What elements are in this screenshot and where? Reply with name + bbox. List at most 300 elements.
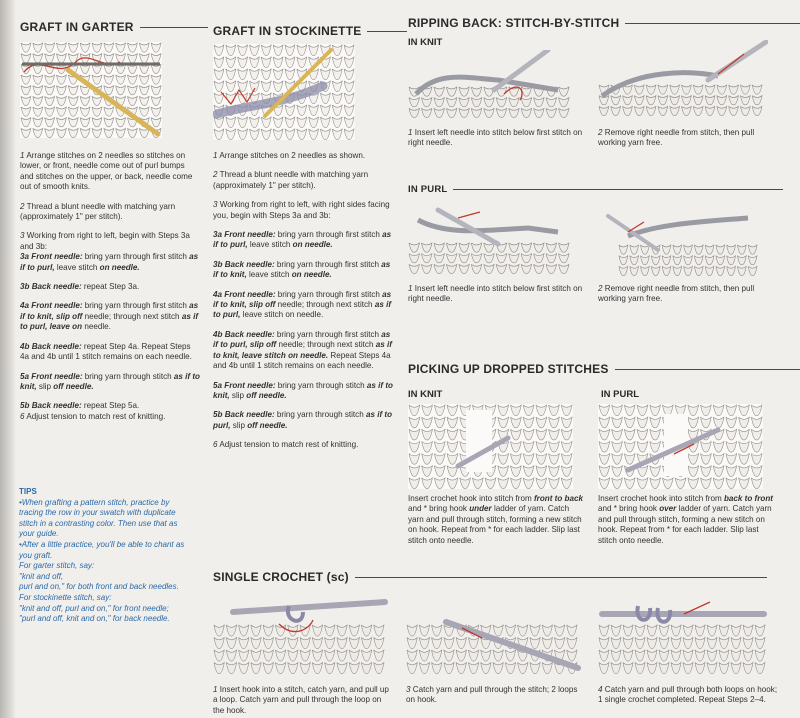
knit-stitch [755, 650, 765, 661]
knit-stitch [484, 108, 494, 117]
knit-stitch [481, 650, 491, 661]
knit-stitch [705, 96, 715, 105]
knit-stitch [707, 650, 717, 661]
knit-stitch [658, 106, 668, 115]
knit-stitch [623, 650, 633, 661]
knit-stitch [743, 650, 753, 661]
knit-stitch [459, 87, 469, 96]
knit-stitch [374, 663, 384, 674]
knit-stitch [619, 266, 628, 275]
knit-stitch [684, 266, 693, 275]
knit-stitch [737, 256, 746, 265]
knit-stitch [446, 254, 456, 263]
knit-stitch [619, 245, 628, 254]
knit-stitch [325, 663, 335, 674]
sc-step3-illustration [406, 604, 581, 676]
knit-stitch [459, 264, 469, 273]
knit-stitch [337, 650, 347, 661]
knit-stitch [695, 625, 705, 636]
knit-stitch [670, 106, 680, 115]
knit-stitch [684, 256, 693, 265]
knit-stitch [567, 650, 577, 661]
knit-stitch [755, 663, 765, 674]
ripping-purl-step2-text: 2 Remove right needle from stitch, then pull working yarn free. [598, 284, 755, 304]
knit-stitch [419, 650, 429, 661]
knit-stitch [693, 96, 703, 105]
knit-stitch [647, 638, 657, 649]
knit-stitch [623, 625, 633, 636]
knit-stitch [446, 87, 456, 96]
knit-stitch [446, 243, 456, 252]
knit-stitch [634, 106, 644, 115]
knit-stitch [619, 256, 628, 265]
knit-stitch [421, 264, 431, 273]
knit-stitch [361, 663, 371, 674]
knit-stitch [407, 625, 417, 636]
dropped-knit-text: Insert crochet hook into stitch from front to back and * bring hook under ladder of yarn. Catch yarn and pull through stitch, forming a new stitch on hook. Repeat from * for each ladder. Slip last stitch onto needle. [408, 494, 583, 545]
knit-stitch [263, 625, 273, 636]
knit-stitch [599, 625, 609, 636]
knit-stitch [518, 663, 528, 674]
sc-step4-illustration [598, 594, 768, 676]
knit-stitch [694, 245, 703, 254]
knit-stitch [693, 106, 703, 115]
ripping-knit-step1-text: 1 Insert left needle into stitch below first stitch on right needle. [408, 128, 583, 148]
sc-step1-text: 1 Insert hook into a stitch, catch yarn, and pull up a loop. Catch yarn and pull through the loop on the hook. [213, 685, 389, 715]
knit-stitch [496, 108, 506, 117]
knit-stitch [226, 663, 236, 674]
knit-stitch [432, 625, 442, 636]
knit-stitch [521, 254, 531, 263]
knit-stitch [530, 638, 540, 649]
knit-stitch [693, 85, 703, 94]
knit-stitch [251, 638, 261, 649]
knit-stitch [641, 256, 650, 265]
knit-stitch [446, 264, 456, 273]
knit-stitch [407, 650, 417, 661]
knit-stitch [567, 638, 577, 649]
knit-stitch [374, 638, 384, 649]
knit-stitch [251, 650, 261, 661]
knit-stitch [671, 663, 681, 674]
knit-stitch [731, 663, 741, 674]
knit-stitch [743, 625, 753, 636]
knit-stitch [641, 266, 650, 275]
knit-stitch [509, 98, 519, 107]
knit-stitch [374, 650, 384, 661]
knit-stitch [729, 96, 739, 105]
knit-stitch [275, 663, 285, 674]
knit-stitch [521, 98, 531, 107]
knit-stitch [559, 108, 569, 117]
knit-stitch [456, 663, 466, 674]
knit-stitch [409, 108, 419, 117]
knit-stitch [300, 663, 310, 674]
knit-stitch [432, 663, 442, 674]
knit-stitch [737, 266, 746, 275]
knit-stitch [349, 663, 359, 674]
tips-box: TIPS •When grafting a pattern stitch, practice by tracing the row in your swatch with duplicate stitch in a contrasting color. Then use that as your guide. •After a little practice, you'll be able to chant as you graft. For garter stitch, say: "knit and off, purl and on," for both front and back needles. For stockinette stitch, say: "knit and off, purl and on," for front needle; "purl and off, knit and on," for back needle. [19, 487, 194, 625]
knit-stitch [471, 108, 481, 117]
knit-stitch [432, 638, 442, 649]
knit-stitch [694, 266, 703, 275]
knit-stitch [239, 625, 249, 636]
knit-stitch [493, 625, 503, 636]
knit-stitch [509, 264, 519, 273]
knit-stitch [731, 625, 741, 636]
ripping-purl-step2-illustration [598, 206, 763, 278]
knit-stitch [567, 625, 577, 636]
knit-stitch [695, 638, 705, 649]
knit-stitch [444, 663, 454, 674]
knit-stitch [671, 638, 681, 649]
knit-stitch [755, 638, 765, 649]
knit-stitch [505, 663, 515, 674]
knit-stitch [731, 650, 741, 661]
knit-stitch [659, 625, 669, 636]
knit-stitch [727, 256, 736, 265]
knit-stitch [752, 85, 762, 94]
knit-stitch [542, 663, 552, 674]
knit-stitch [496, 264, 506, 273]
knit-stitch [481, 663, 491, 674]
knit-stitch [634, 85, 644, 94]
knit-stitch [659, 638, 669, 649]
knit-stitch [239, 650, 249, 661]
knit-stitch [559, 243, 569, 252]
knit-stitch [546, 264, 556, 273]
knit-stitch [434, 243, 444, 252]
knit-stitch [748, 245, 757, 254]
knit-stitch [717, 85, 727, 94]
knit-stitch [434, 264, 444, 273]
knit-stitch [226, 625, 236, 636]
knit-stitch [554, 625, 564, 636]
knit-stitch [496, 254, 506, 263]
knit-stitch [407, 663, 417, 674]
knit-stitch [599, 638, 609, 649]
knit-stitch [729, 85, 739, 94]
knit-stitch [432, 650, 442, 661]
knit-stitch [542, 638, 552, 649]
knit-stitch [716, 256, 725, 265]
red-arrow [718, 54, 744, 74]
knit-stitch [421, 254, 431, 263]
knit-stitch [671, 650, 681, 661]
knit-stitch [623, 638, 633, 649]
knit-stitch [623, 96, 633, 105]
sc-step4-text: 4 Catch yarn and pull through both loops on hook; 1 single crochet completed. Repeat Steps 2–4. [598, 685, 778, 705]
knit-stitch [599, 106, 609, 115]
knit-stitch [409, 98, 419, 107]
knit-stitch [717, 96, 727, 105]
knit-stitch [325, 650, 335, 661]
knit-stitch [374, 625, 384, 636]
knit-stitch [611, 638, 621, 649]
knit-stitch [214, 663, 224, 674]
knit-stitch [743, 638, 753, 649]
knit-stitch [530, 625, 540, 636]
knit-stitch [263, 650, 273, 661]
ripping-purl-step1-illustration [408, 200, 573, 276]
knit-stitch [546, 254, 556, 263]
knit-stitch [659, 663, 669, 674]
knit-stitch [263, 638, 273, 649]
knit-stitch [611, 663, 621, 674]
single-crochet-title: SINGLE CROCHET (sc) [213, 570, 767, 584]
knit-stitch [611, 625, 621, 636]
knit-stitch [599, 663, 609, 674]
knit-stitch [300, 650, 310, 661]
knit-stitch [226, 638, 236, 649]
knit-stitch [518, 625, 528, 636]
knit-stitch [658, 96, 668, 105]
knit-stitch [434, 87, 444, 96]
dropped-knit-illustration [408, 404, 573, 489]
knit-stitch [740, 96, 750, 105]
knit-stitch [251, 625, 261, 636]
knit-stitch [630, 245, 639, 254]
knit-stitch [731, 638, 741, 649]
knit-stitch [239, 638, 249, 649]
knit-stitch [300, 638, 310, 649]
ripping-back-title: RIPPING BACK: STITCH-BY-STITCH [408, 16, 800, 30]
knit-stitch [444, 650, 454, 661]
knit-stitch [421, 98, 431, 107]
knit-stitch [409, 254, 419, 263]
knit-stitch [349, 650, 359, 661]
knit-stitch [748, 266, 757, 275]
knit-stitch [673, 245, 682, 254]
knit-stitch [409, 264, 419, 273]
knit-stitch [646, 85, 656, 94]
knit-stitch [484, 254, 494, 263]
knit-stitch [361, 625, 371, 636]
knit-stitch [421, 243, 431, 252]
graft-garter-instructions: 1 Arrange stitches on 2 needles so stitches on lower, or front, needle come out of purl bumps and stitches on the upper, or back, needle come out of smooth knits. 2 Thread a blunt needle with matching yarn (approximately 1" per stitch). 3 Working from right to left, begin with Steps 3a and 3b: 3a Front needle: bring yarn through first stitch as if to purl, leave stitch on needle. 3b Back needle: repeat Step 3a. 4a Front needle: bring yarn through first stitch as if to knit, slip off needle; through next stitch as if to purl, leave on needle. 4b Back needle: repeat Step 4a. Repeat Steps 4a and 4b until 1 stitch remains on each needle. 5a Front needle: bring yarn through stitch as if to knit, slip off needle. 5b Back needle: repeat Step 5a. 6 Adjust tension to match rest of knitting. [20, 151, 200, 421]
knit-stitch [468, 638, 478, 649]
knit-stitch [419, 638, 429, 649]
ripping-knit-step2-illustration [598, 40, 768, 120]
knit-stitch [662, 256, 671, 265]
knit-stitch [325, 638, 335, 649]
sc-step3-text: 3 Catch yarn and pull through the stitch; 2 loops on hook. [406, 685, 578, 705]
knit-stitch [546, 98, 556, 107]
knit-stitch [752, 106, 762, 115]
dropped-stitches-title: PICKING UP DROPPED STITCHES [408, 362, 800, 376]
knit-stitch [214, 650, 224, 661]
knit-stitch [683, 625, 693, 636]
knit-stitch [288, 638, 298, 649]
knit-stitch [288, 663, 298, 674]
dropped-purl-subtitle: IN PURL [601, 389, 639, 400]
knit-stitch [635, 663, 645, 674]
knit-stitch [214, 625, 224, 636]
knit-stitch [407, 638, 417, 649]
knit-stitch [670, 96, 680, 105]
knit-stitch [337, 638, 347, 649]
dropped-purl-illustration [598, 404, 763, 489]
ripping-knit-step1-illustration [408, 50, 573, 120]
knit-stitch [673, 256, 682, 265]
knit-stitch [509, 108, 519, 117]
knit-stitch [743, 663, 753, 674]
right-needle [608, 216, 658, 250]
knit-stitch [419, 663, 429, 674]
knit-stitch [534, 264, 544, 273]
knit-stitch [630, 256, 639, 265]
knit-stitch [719, 625, 729, 636]
knit-stitch [509, 243, 519, 252]
ripping-purl-step1-text: 1 Insert left needle into stitch below first stitch on right needle. [408, 284, 583, 304]
knit-stitch [521, 264, 531, 273]
dropped-purl-text: Insert crochet hook into stitch from back to front and * bring hook over ladder of yarn. Catch yarn and pull through stitch, forming a new stitch on hook. Repeat from * for each ladder. Slip last stitch onto needle. [598, 494, 773, 545]
knit-stitch [446, 98, 456, 107]
knit-stitch [312, 625, 322, 636]
knit-stitch [459, 254, 469, 263]
knit-stitch [534, 243, 544, 252]
knit-stitch [659, 650, 669, 661]
knit-stitch [623, 106, 633, 115]
knit-stitch [755, 625, 765, 636]
knit-stitch [226, 650, 236, 661]
knit-stitch [484, 264, 494, 273]
knit-stitch [337, 663, 347, 674]
knit-stitch [707, 663, 717, 674]
knit-stitch [683, 650, 693, 661]
knit-stitch [695, 663, 705, 674]
knit-stitch [641, 245, 650, 254]
knit-stitch [542, 625, 552, 636]
knit-stitch [683, 663, 693, 674]
knit-stitch [658, 85, 668, 94]
knit-stitch [459, 98, 469, 107]
knit-stitch [635, 638, 645, 649]
knit-stitch [717, 106, 727, 115]
knit-stitch [707, 638, 717, 649]
knit-stitch [325, 625, 335, 636]
knit-stitch [361, 650, 371, 661]
knit-stitch [682, 85, 692, 94]
knit-stitch [263, 663, 273, 674]
knit-stitch [530, 663, 540, 674]
knit-stitch [521, 243, 531, 252]
knit-stitch [559, 87, 569, 96]
knit-stitch [727, 266, 736, 275]
knit-stitch [651, 256, 660, 265]
knit-stitch [456, 650, 466, 661]
knit-stitch [505, 650, 515, 661]
crochet-hook [233, 602, 385, 612]
ripping-knit-step2-text: 2 Remove right needle from stitch, then pull working yarn free. [598, 128, 755, 148]
sc-step1-illustration [213, 598, 388, 676]
knit-stitch [312, 650, 322, 661]
knit-stitch [434, 108, 444, 117]
knit-stitch [719, 663, 729, 674]
knit-stitch [546, 243, 556, 252]
knit-stitch [409, 243, 419, 252]
knit-stitch [484, 98, 494, 107]
knit-stitch [434, 98, 444, 107]
knit-stitch [361, 638, 371, 649]
knit-stitch [459, 243, 469, 252]
knit-stitch [349, 625, 359, 636]
knit-stitch [707, 625, 717, 636]
knit-stitch [534, 254, 544, 263]
knit-stitch [471, 87, 481, 96]
knit-stitch [493, 650, 503, 661]
dropped-knit-subtitle: IN KNIT [408, 389, 443, 400]
knit-stitch [737, 245, 746, 254]
graft-stockinette-illustration [213, 44, 355, 140]
knit-stitch [559, 264, 569, 273]
knit-stitch [421, 108, 431, 117]
knit-stitch [705, 266, 714, 275]
knit-stitch [419, 625, 429, 636]
knit-stitch [312, 663, 322, 674]
knit-stitch [729, 106, 739, 115]
knit-stitch [682, 96, 692, 105]
page-spine-shadow [0, 0, 16, 718]
knit-stitch [634, 96, 644, 105]
knit-stitch [509, 254, 519, 263]
knit-stitch [275, 650, 285, 661]
ripping-purl-subtitle: IN PURL [408, 184, 783, 195]
knit-stitch [534, 108, 544, 117]
knit-stitch [288, 650, 298, 661]
knit-stitch [337, 625, 347, 636]
knit-stitch [716, 245, 725, 254]
red-arrow [458, 212, 480, 218]
knit-stitch [493, 663, 503, 674]
knit-stitch [647, 663, 657, 674]
knit-stitch [599, 650, 609, 661]
knit-stitch [651, 266, 660, 275]
left-needle [418, 220, 558, 232]
knit-stitch [647, 650, 657, 661]
knit-stitch [646, 96, 656, 105]
knit-stitch [646, 106, 656, 115]
knit-stitch [719, 638, 729, 649]
knit-stitch [719, 650, 729, 661]
knit-stitch [705, 85, 715, 94]
knit-stitch [611, 96, 621, 105]
knit-stitch [559, 98, 569, 107]
knit-stitch [647, 625, 657, 636]
knit-stitch [671, 625, 681, 636]
graft-stockinette-instructions: 1 Arrange stitches on 2 needles as shown. 2 Thread a blunt needle with matching yarn (approximately 1" per stitch). 3 Working from right to left, with right sides facing you, begin with Steps 3a and 3b: 3a Front needle: bring yarn through first stitch as if to purl, leave stitch on needle. 3b Back needle: bring yarn through first stitch as if to knit, leave stitch on needle. 4a Front needle: bring yarn through first stitch as if to knit, slip off needle; through next stitch as if to purl, leave stitch on needle. 4b Back needle: bring yarn through first stitch as if to purl, slip off needle; through next stitch as if to knit, leave stitch on needle. Repeat Steps 4a and 4b until 1 stitch remains on each needle. 5a Front needle: bring yarn through stitch as if to knit, slip off needle. 5b Back needle: bring yarn through stitch as if to purl, slip off needle. 6 Adjust tension to match rest of knitting. [213, 151, 393, 450]
knit-stitch [468, 663, 478, 674]
knit-stitch [471, 243, 481, 252]
left-needle [628, 218, 748, 236]
graft-garter-title: GRAFT IN GARTER [20, 20, 208, 34]
knit-stitch [468, 650, 478, 661]
knit-stitch [705, 106, 715, 115]
knit-stitch [446, 108, 456, 117]
knit-stitch [705, 245, 714, 254]
tips-heading: TIPS [19, 487, 37, 496]
knit-stitch [630, 266, 639, 275]
knit-stitch [434, 254, 444, 263]
knit-stitch [559, 254, 569, 263]
ripping-knit-subtitle: IN KNIT [408, 37, 443, 48]
knit-stitch [682, 106, 692, 115]
knit-stitch [456, 638, 466, 649]
graft-stockinette-title: GRAFT IN STOCKINETTE [213, 24, 407, 38]
knit-stitch [705, 256, 714, 265]
knit-stitch [727, 245, 736, 254]
knit-stitch [740, 85, 750, 94]
